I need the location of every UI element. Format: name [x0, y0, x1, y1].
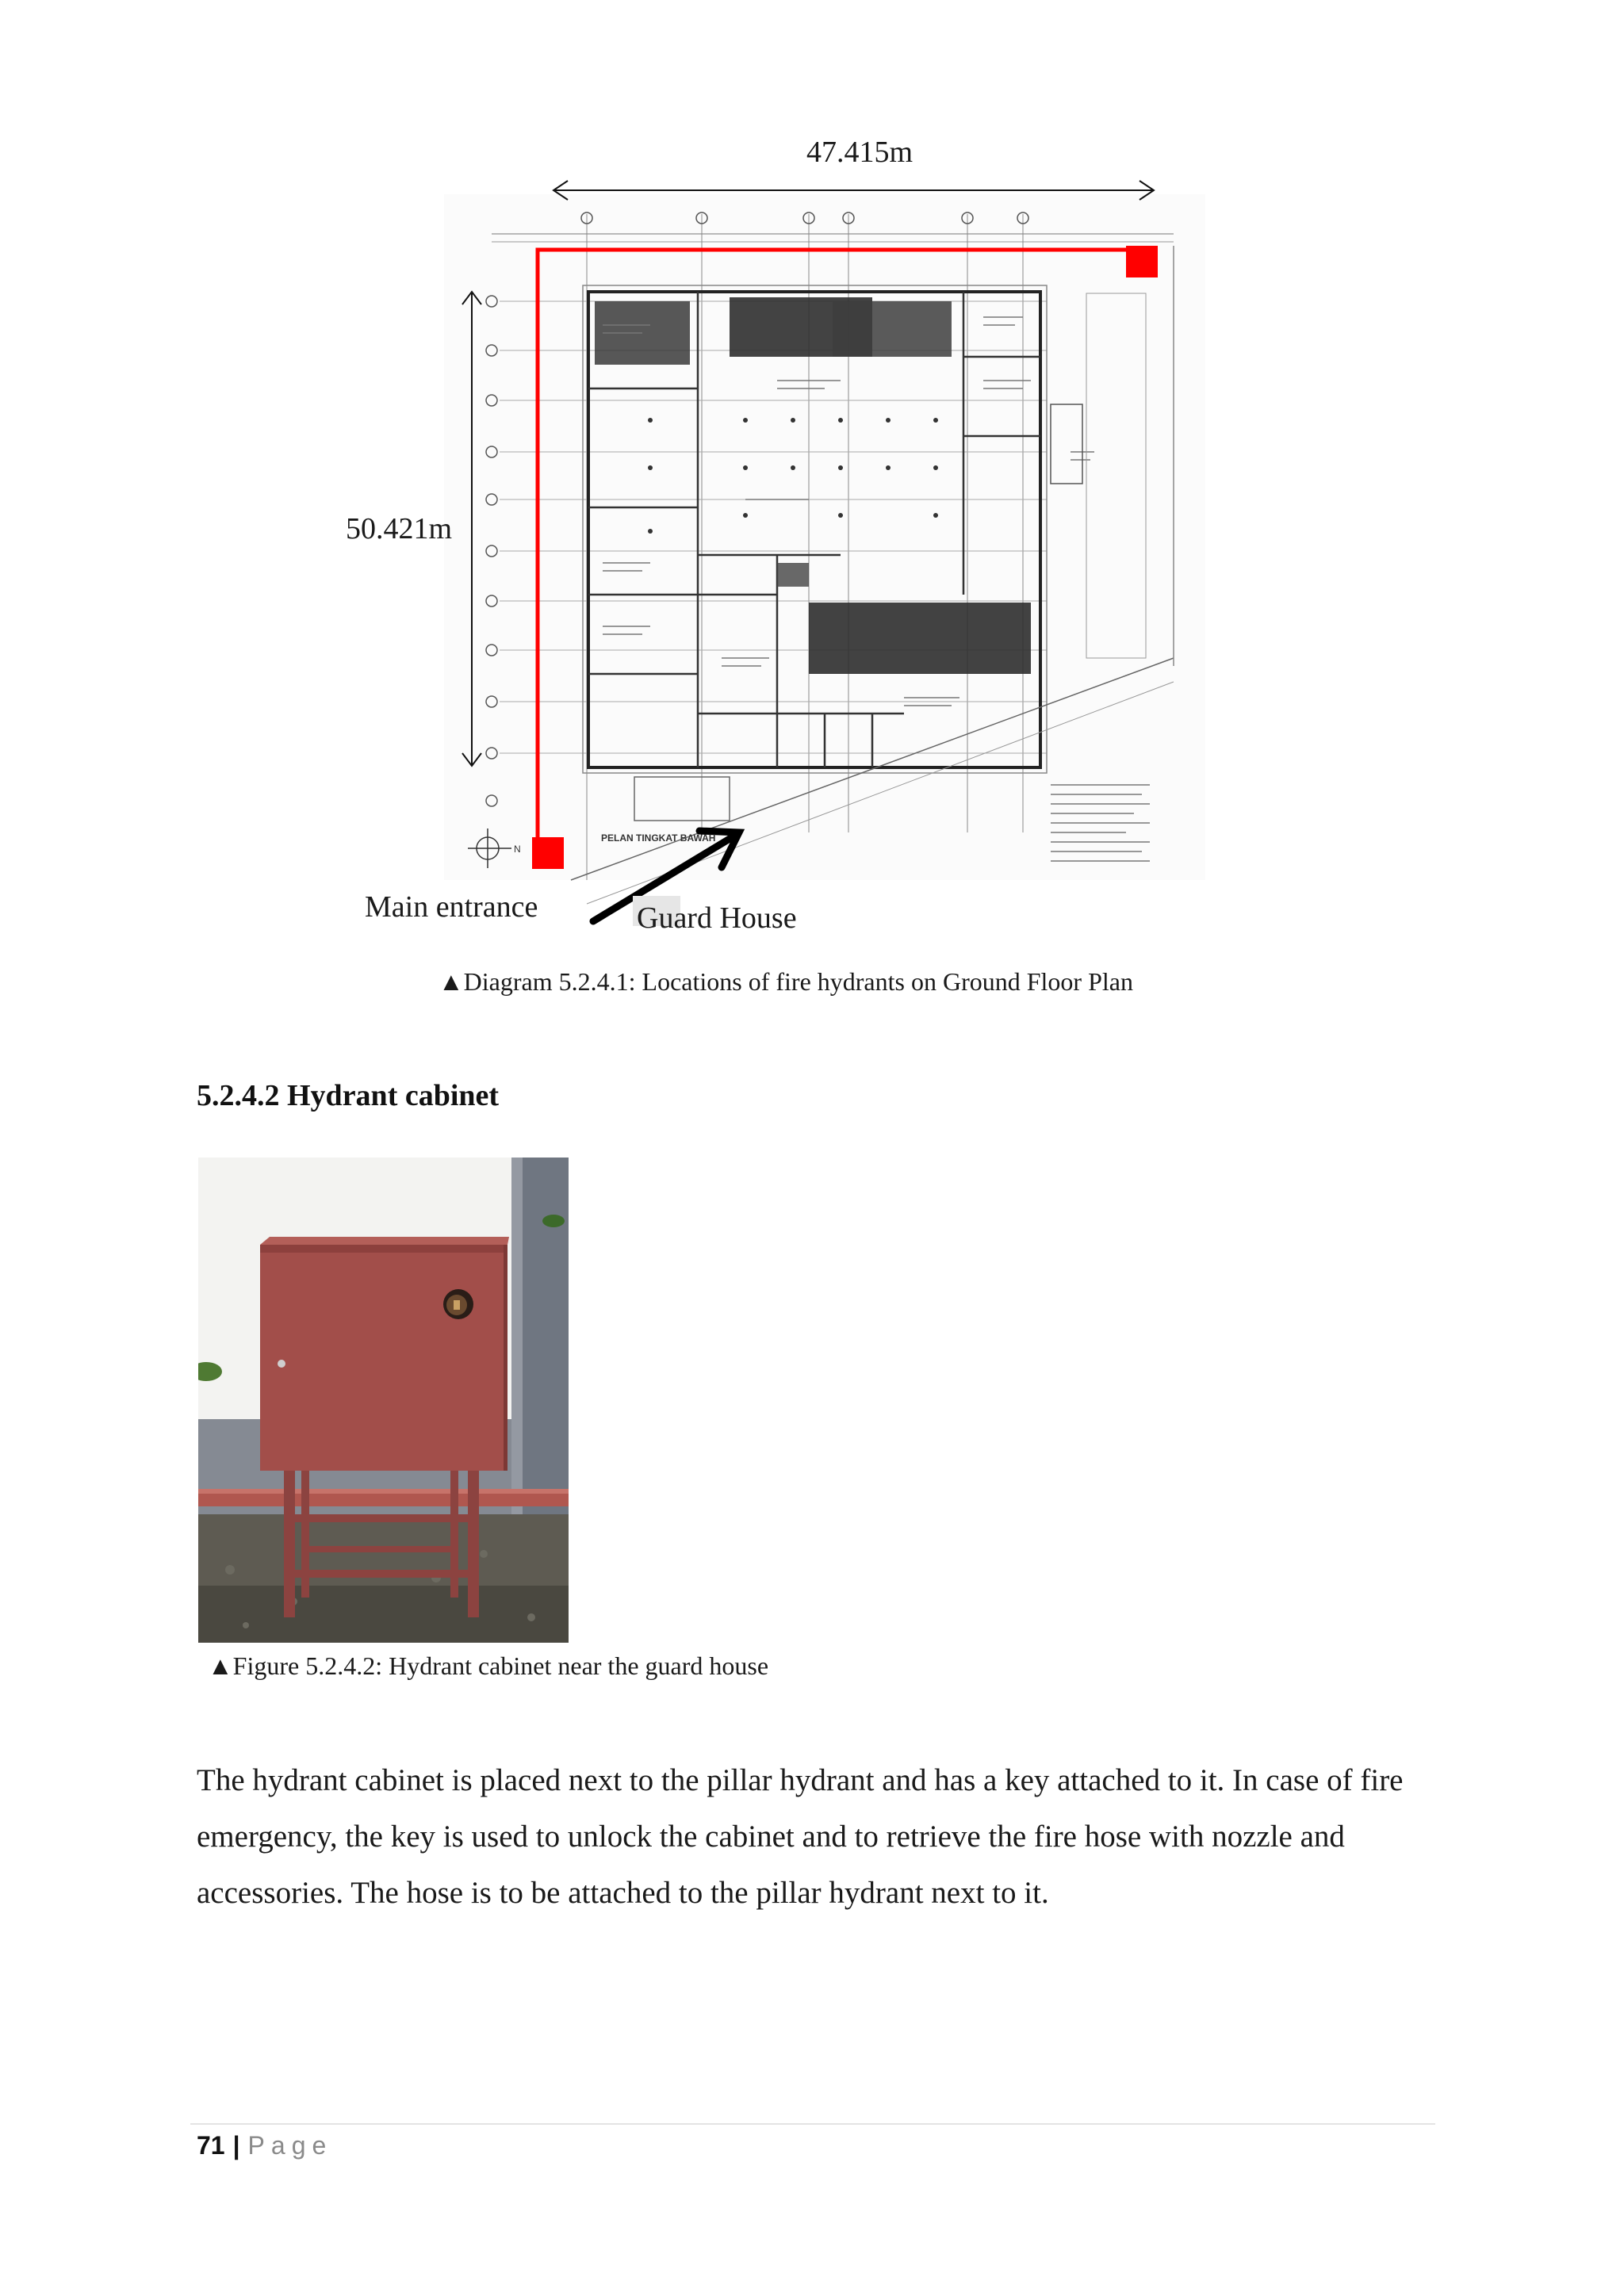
- hydrant-marker-top-right: [1126, 246, 1158, 277]
- footer-separator: |: [232, 2131, 240, 2160]
- diagram-caption: ▲Diagram 5.2.4.1: Locations of fire hydrants on Ground Floor Plan: [439, 967, 1133, 996]
- hydrant-cabinet-photo: [198, 1158, 569, 1643]
- main-entrance-label: Main entrance: [365, 890, 538, 924]
- page-footer: [197, 2131, 332, 2160]
- body-paragraph: The hydrant cabinet is placed next to the pillar hydrant and has a key attached to it. In case of fire emergency, the key is used to unlock the cabinet and to retrieve the fire hose with nozzle and accessories. The hose is to be attached to the pillar hydrant next to it.: [197, 1763, 1404, 1910]
- floor-plan-diagram: [333, 119, 1269, 967]
- key-lock-icon: [278, 1360, 285, 1368]
- svg-text:N: N: [514, 844, 521, 855]
- footer-divider: [190, 2123, 1435, 2125]
- hydrant-marker-main-entrance: [532, 837, 564, 869]
- page-word: Page: [247, 2131, 333, 2160]
- guard-house-label: Guard House: [637, 901, 797, 935]
- section-heading: 5.2.4.2 Hydrant cabinet: [197, 1079, 500, 1112]
- page-number: 71: [197, 2131, 225, 2160]
- plan-title: PELAN TINGKAT BAWAH: [601, 832, 716, 844]
- width-dimension-label: 47.415m: [806, 136, 914, 169]
- figure-caption: ▲Figure 5.2.4.2: Hydrant cabinet near the guard house: [208, 1651, 769, 1680]
- height-dimension-label: 50.421m: [346, 512, 453, 545]
